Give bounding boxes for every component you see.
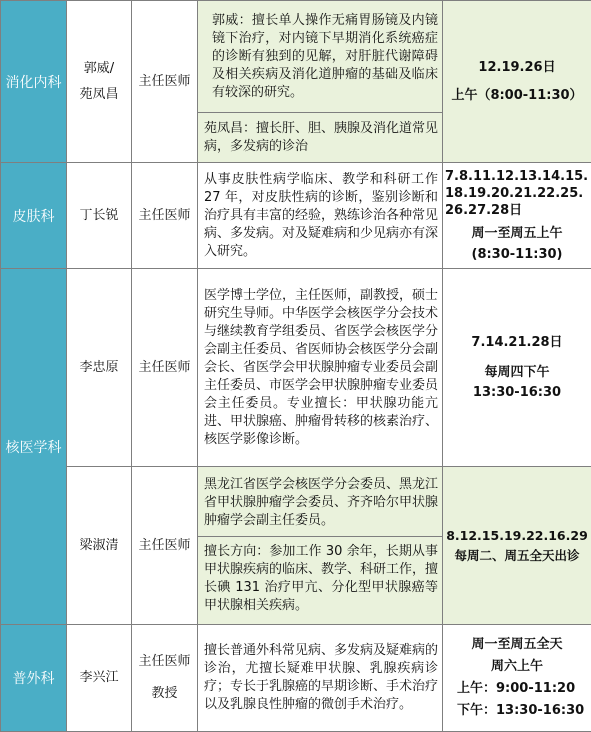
schedule-hours: (8:30-11:30) [471, 247, 563, 262]
doctor-name: 丁长锐 [67, 163, 132, 269]
doctor-name: 梁淑清 [67, 467, 132, 625]
doctor-title: 主任医师 [132, 1, 198, 163]
schedule-saturday: 周六上午 [490, 659, 543, 674]
description-text: 医学博士学位，主任医师，副教授，硕士研究生导师。中华医学会核医学分会技术与继续教育学组委员、省医学会核医学分会副主任委员、省医师协会核医学分会副会长、省医学会甲状腺肿瘤专业委员会副主任委员、市医学会甲状腺肿瘤专业委员会主任委员。专业擅长：甲状腺功能亢进、甲状腺癌、肿瘤骨转移的核素治疗、核医学影像诊断。 [204, 287, 439, 447]
dept-cell-surgery: 普外科 [1, 625, 67, 732]
doctor-title: 主任医师 [132, 163, 198, 269]
doctor-title: 主任医师 [132, 467, 198, 625]
doctor-title-cell [132, 625, 198, 732]
schedule-am: 上午：9:00-11:20 [457, 681, 576, 696]
schedule-cell [443, 625, 591, 732]
schedule-dates: 7.8.11.12.13.14.15.18.19.20.21.22.25.26.27.28日 [445, 169, 589, 218]
table-row [1, 1, 591, 113]
schedule-days: 每周二、周五全天出诊 [454, 547, 580, 563]
doctor-description [198, 163, 443, 269]
doctor-title: 主任医师 [138, 654, 191, 669]
schedule-cell [443, 163, 591, 269]
dept-cell-digestive: 消化内科 [1, 1, 67, 163]
schedule-days: 周一至周五上午 [471, 226, 563, 241]
table-row [1, 467, 591, 625]
schedule-hours: 13:30-16:30 [472, 384, 562, 400]
dept-cell-derm: 皮肤科 [1, 163, 67, 269]
doctor-description [198, 1, 443, 113]
doctor-description [198, 467, 443, 625]
doctor-title-secondary: 教授 [151, 686, 178, 701]
doctor-description [198, 625, 443, 732]
schedule-dates: 8.12.15.19.22.16.29 [446, 527, 588, 543]
doctor-name: 郭威/ [83, 60, 115, 76]
table-row [1, 269, 591, 467]
schedule-hours: 上午（8:00-11:30） [451, 87, 583, 103]
doctor-name: 李忠原 [67, 269, 132, 467]
description-text: 黑龙江省医学会核医学分会委员、黑龙江省甲状腺肿瘤学会委员、齐齐哈尔甲状腺肿瘤学会副主任委员。 [204, 477, 439, 528]
schedule-days: 每周四下午 [484, 364, 550, 380]
schedule-days: 周一至周五全天 [471, 637, 563, 652]
description-text: 擅长方向：参加工作 30 余年，长期从事甲状腺疾病的临床、教学、科研工作，擅长碘 131 治疗甲亢、分化型甲状腺癌等甲状腺相关疾病。 [204, 544, 439, 613]
doctor-name-cell [67, 1, 132, 163]
description-text: 擅长普通外科常见病、多发病及疑难病的诊治，尤擅长疑难甲状腺、乳腺疾病诊疗；专长于乳腺癌的早期诊断、手术治疗以及乳腺良性肿瘤的微创手术治疗。 [204, 643, 439, 712]
doctor-description [198, 113, 443, 163]
schedule-cell [443, 467, 591, 625]
schedule-dates: 7.14.21.28日 [471, 334, 563, 350]
description-text: 从事皮肤性病学临床、教学和科研工作 27 年，对皮肤性病的诊断，鉴别诊断和治疗具有丰富的经验，熟练诊治各种常见病、多发病。对及疑难病和少见病亦有深入研究。 [204, 171, 439, 259]
schedule-pm: 下午：13:30-16:30 [457, 703, 585, 718]
doctor-name: 苑凤昌 [79, 86, 119, 102]
doctor-description [198, 269, 443, 467]
schedule-cell [443, 1, 591, 163]
doctor-title: 主任医师 [132, 269, 198, 467]
description-text: 苑凤昌：擅长肝、胆、胰腺及消化道常见病，多发病的诊治 [204, 120, 439, 154]
schedule-cell [443, 269, 591, 467]
table-row [1, 625, 591, 732]
schedule-dates: 12.19.26日 [478, 59, 556, 75]
dept-cell-nuclear: 核医学科 [1, 269, 67, 625]
table-row [1, 163, 591, 269]
doctor-name: 李兴江 [67, 625, 132, 732]
description-text: 郭威：擅长单人操作无痛胃肠镜及内镜镜下治疗，对内镜下早期消化系统癌症的诊断有独到的见解，对肝脏代谢障碍及相关疾病及消化道肿瘤的基础及临床有较深的研究。 [212, 12, 438, 100]
